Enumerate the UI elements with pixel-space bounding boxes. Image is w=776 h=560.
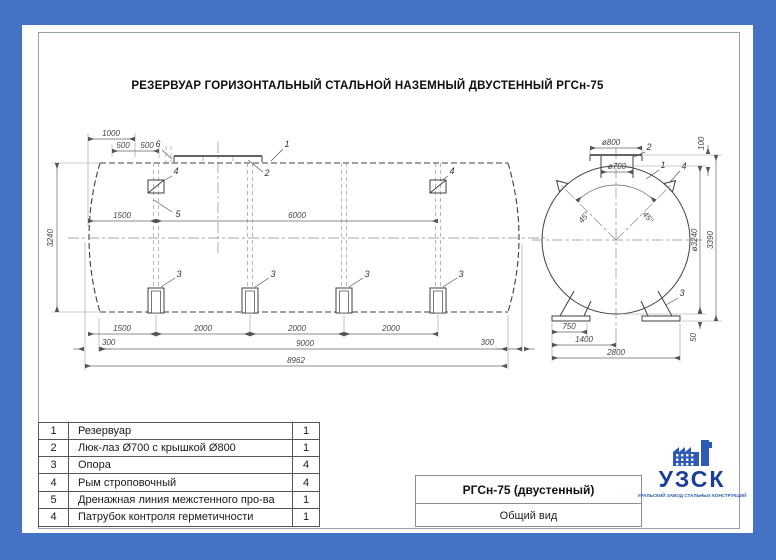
part-name: Дренажная линия межстенного про-ва — [69, 492, 293, 508]
dim-100: 100 — [697, 136, 706, 150]
dim-300: 300 — [102, 338, 116, 347]
dim-angle-45: 45° — [640, 209, 656, 225]
part-qty: 4 — [302, 476, 310, 489]
drain-line — [154, 163, 159, 289]
callout-4: 4 — [681, 161, 687, 171]
part-number: 4 — [39, 474, 69, 490]
logo-text: УЗСК — [658, 466, 726, 492]
callout-1: 1 — [660, 160, 666, 170]
part-number: 2 — [39, 440, 69, 456]
dim-1000: 1000 — [102, 129, 120, 138]
dim-2800: 2800 — [607, 348, 625, 357]
part-number: 4 — [39, 509, 69, 526]
part-number: 3 — [39, 457, 69, 473]
table-row — [39, 423, 319, 440]
dim-2000: 2000 — [288, 324, 306, 333]
drawing-title: РЕЗЕРВУАР ГОРИЗОНТАЛЬНЫЙ СТАЛЬНОЙ НАЗЕМНЫЙ ДВУСТЕННЫЙ РГСн-75 — [131, 80, 604, 92]
end-view-drawing — [532, 136, 722, 361]
part-name: Люк-лаз Ø700 с крышкой Ø800 — [69, 440, 293, 456]
dim-500: 500 — [116, 141, 130, 150]
callout-5: 5 — [175, 209, 181, 219]
table-row — [39, 509, 319, 526]
control-nozzle — [430, 180, 446, 193]
part-name: Рым строповочный — [69, 474, 293, 490]
logo-subtitle: УРАЛЬСКИЙ ЗАВОД СТАЛЬНЫХ КОНСТРУКЦИЙ — [637, 493, 747, 498]
company-logo — [637, 440, 747, 498]
callout-3: 3 — [364, 269, 370, 279]
callout-3: 3 — [458, 269, 464, 279]
callout-2: 2 — [264, 168, 270, 178]
table-row — [39, 440, 319, 457]
dim-9000: 9000 — [296, 339, 314, 348]
dim-1400: 1400 — [575, 335, 593, 344]
drain-line — [436, 163, 441, 289]
title-block — [415, 475, 642, 527]
tank-right-end — [508, 163, 519, 312]
drain-line — [342, 163, 347, 289]
callout-4: 4 — [449, 166, 455, 176]
callout-2: 2 — [646, 142, 652, 152]
part-qty: 1 — [302, 511, 310, 524]
dim-3390: 3390 — [706, 231, 715, 249]
table-row — [39, 457, 319, 474]
callout-1: 1 — [284, 139, 290, 149]
dim-750: 750 — [562, 322, 576, 331]
part-qty: 1 — [302, 442, 310, 455]
part-name: Патрубок контроля герметичности — [69, 509, 293, 526]
model-designation: РГСн-75 (двустенный) — [416, 476, 641, 504]
dim-50: 50 — [689, 333, 698, 342]
dim-500: 500 — [140, 141, 154, 150]
dim-angle-45: 45° — [576, 209, 592, 225]
dim-2000: 2000 — [382, 324, 400, 333]
side-view-drawing — [46, 129, 546, 370]
part-qty: 4 — [302, 459, 310, 472]
part-qty: 1 — [302, 493, 310, 506]
tank-left-end — [89, 163, 100, 312]
part-qty: 1 — [302, 425, 310, 438]
parts-table — [38, 422, 320, 527]
callout-3: 3 — [679, 288, 685, 298]
view-name: Общий вид — [499, 509, 558, 522]
dim-d700: ø700 — [607, 162, 627, 171]
part-name: Опора — [69, 457, 293, 473]
callout-6: 6 — [155, 139, 161, 149]
part-number: 5 — [39, 492, 69, 508]
dim-1500: 1500 — [113, 324, 131, 333]
dim-d3240: ø3240 — [690, 228, 699, 252]
dim-6000: 6000 — [288, 211, 306, 220]
part-name: Резервуар — [69, 423, 293, 439]
table-row — [39, 474, 319, 491]
dim-8962: 8962 — [287, 356, 305, 365]
callout-3: 3 — [270, 269, 276, 279]
factory-icon — [671, 440, 713, 468]
dim-1500-mid: 1500 — [113, 211, 131, 220]
dim-300: 300 — [480, 338, 494, 347]
part-number: 1 — [39, 423, 69, 439]
dim-d800: ø800 — [601, 138, 621, 147]
callout-3: 3 — [176, 269, 182, 279]
table-row — [39, 492, 319, 509]
control-nozzle — [148, 180, 164, 193]
drain-line — [248, 163, 253, 289]
dim-2000: 2000 — [194, 324, 212, 333]
callout-4: 4 — [173, 166, 179, 176]
dim-3240: 3240 — [46, 229, 55, 247]
